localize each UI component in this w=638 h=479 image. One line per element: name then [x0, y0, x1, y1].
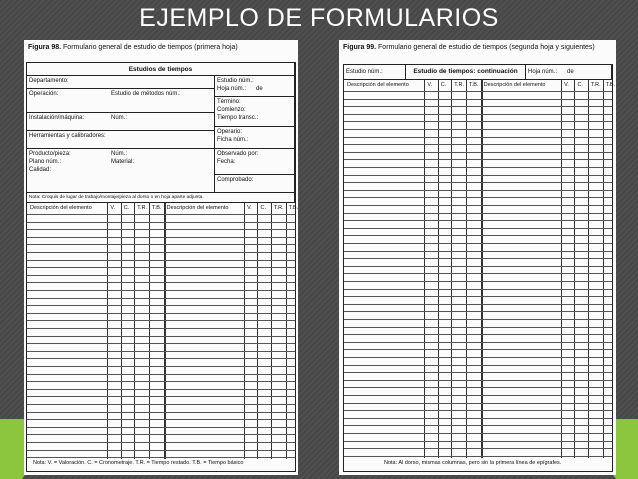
operario-field: [215, 127, 295, 149]
table-row-line: [344, 349, 612, 350]
table-row-line: [27, 381, 295, 382]
table-row-line: [344, 175, 612, 176]
table-row-line: [27, 313, 295, 314]
fecha-label: Fecha:: [217, 159, 236, 165]
column-header: T.R.: [273, 205, 284, 211]
estudio-metodos-label: Estudio de métodos núm.:: [111, 91, 181, 97]
form-frame: [343, 64, 616, 472]
column-header: C.: [577, 82, 583, 88]
table-row-line: [344, 425, 612, 426]
table-row-line: [344, 213, 612, 214]
table-row-line: [27, 419, 295, 420]
material-label: Material:: [111, 159, 135, 165]
producto-field: [27, 149, 215, 193]
instalacion-label: Instalación/máquina:: [29, 115, 85, 121]
table-row-line: [27, 282, 295, 283]
column-divider: [134, 203, 135, 459]
table-row-line: [344, 281, 612, 282]
form-frame: [26, 62, 299, 472]
column-header: V.: [427, 82, 433, 88]
figure-title: Formulario general de estudio de tiempos (segunda hoja y siguientes): [378, 44, 595, 51]
table-row-line: [344, 228, 612, 229]
table-row-line: [27, 343, 295, 344]
table-row-line: [27, 412, 295, 413]
table-row-line: [344, 205, 612, 206]
figure-title: Formulario general de estudio de tiempos (primera hoja): [63, 44, 238, 51]
hoja-num-row: [217, 85, 292, 93]
observado-field: [215, 149, 295, 175]
figure-caption: [28, 44, 238, 51]
table-row-line: [344, 258, 612, 259]
table-row-line: [27, 457, 295, 458]
time-study-form-continuation-sheet: [339, 40, 616, 475]
table-row-line: [344, 395, 612, 396]
table-row-line: [27, 450, 295, 451]
table-row-line: [344, 182, 612, 183]
column-header: T.B.: [468, 82, 479, 88]
sketch-note: Nota: Croquis de lugar de trabajo/montaje/pieza al dorso o en hoja aparte adjunta.: [27, 193, 295, 203]
footer-note: Nota: Al dorso, mismas columnas, pero sin la primera línea de epígrafes.: [384, 460, 562, 466]
observado-label: Observado por:: [217, 151, 259, 157]
table-row-line: [27, 358, 295, 359]
column-header: T.R.: [137, 205, 147, 211]
table-row-line: [344, 433, 612, 434]
de-label: de: [567, 69, 574, 75]
table-row-line: [27, 305, 295, 306]
table-row-line: [27, 222, 295, 223]
column-divider: [149, 203, 150, 459]
figure-label: Figura 98.: [28, 44, 62, 51]
form-header-title: Estudio de tiempos: continuación: [406, 65, 526, 80]
table-row-line: [27, 374, 295, 375]
column-header: V.: [564, 82, 569, 88]
ficha-num-label: Ficha núm.:: [217, 137, 249, 143]
comprobado-field: Comprobado:: [215, 175, 295, 193]
table-row-line: [27, 237, 295, 238]
table-row-line: [27, 442, 295, 443]
table-row-line: [344, 456, 612, 457]
table-row-line: [344, 380, 612, 381]
table-row-line: [344, 441, 612, 442]
hoja-num-label: Hoja núm.:: [528, 69, 558, 75]
table-row-line: [27, 214, 295, 215]
column-divider: [107, 203, 108, 459]
column-divider: [121, 203, 122, 459]
column-divider: [164, 203, 166, 459]
table-row-line: [344, 266, 612, 267]
estudio-num-field: Estudio núm.:: [344, 65, 406, 80]
table-row-line: [344, 296, 612, 297]
column-divider: [257, 203, 258, 459]
table-row-line: [344, 334, 612, 335]
table-row-line: [27, 427, 295, 428]
table-row-line: [27, 275, 295, 276]
table-row-line: [344, 190, 612, 191]
column-header: T.R.: [590, 82, 601, 88]
instalacion-num-label: Núm.:: [111, 115, 128, 121]
table-row-line: [344, 144, 612, 145]
table-row-line: [344, 403, 612, 404]
table-row-line: [27, 229, 295, 230]
termino-label: Término:: [217, 99, 241, 105]
table-row-line: [344, 243, 612, 244]
instalacion-field: [27, 113, 215, 131]
column-header: C.: [260, 205, 266, 211]
table-row-line: [344, 357, 612, 358]
table-row-line: [27, 290, 295, 291]
table-row-line: [27, 396, 295, 397]
table-row-line: [344, 251, 612, 252]
column-divider: [244, 203, 245, 459]
table-row-line: [27, 267, 295, 268]
footer-note: Nota: V. = Valoración. C. = Cronometraje. T.R. = Tiempo restado. T.B. = Tiempo básico: [33, 460, 244, 466]
column-header: T.B.: [288, 205, 299, 211]
column-divider: [271, 203, 272, 459]
table-row-line: [344, 152, 612, 153]
table-row-line: [344, 220, 612, 221]
table-row-line: [344, 197, 612, 198]
table-row-line: [344, 372, 612, 373]
plano-label: Plano núm.:: [29, 159, 62, 165]
hoja-num-field: [526, 65, 612, 80]
column-header: C.: [123, 205, 130, 211]
table-row-line: [344, 273, 612, 274]
column-header: T.B.: [605, 82, 616, 88]
table-row-line: [344, 418, 612, 419]
table-row-line: [27, 336, 295, 337]
estudio-num-label: Estudio núm.:: [217, 78, 254, 84]
elements-table: [27, 203, 299, 459]
elements-table: [344, 80, 616, 458]
producto-num-label: Núm.:: [111, 151, 128, 157]
table-row-line: [344, 106, 612, 107]
table-row-line: [344, 99, 612, 100]
estudio-hoja-field: [215, 76, 295, 97]
column-header: Descripción del elemento: [166, 205, 229, 211]
table-row-line: [344, 327, 612, 328]
herramientas-field: Herramientas y calibradores:: [27, 131, 215, 149]
table-row-line: [344, 304, 612, 305]
operacion-label: Operación:: [29, 91, 59, 97]
column-header: T.B.: [151, 205, 162, 211]
departamento-field: Departamento:: [27, 76, 215, 89]
table-row-line: [27, 351, 295, 352]
table-row-line: [344, 91, 612, 92]
table-row-line: [27, 244, 295, 245]
column-header: C.: [440, 82, 447, 88]
operacion-field: [27, 89, 215, 113]
table-row-line: [27, 434, 295, 435]
table-row-line: [27, 260, 295, 261]
column-header: V.: [110, 205, 116, 211]
column-header: Descripción del elemento: [347, 82, 409, 88]
column-divider: [286, 203, 287, 459]
tiempo-transc-label: Tiempo transc.:: [217, 115, 259, 121]
figure-caption: [343, 44, 595, 51]
de-label: de: [256, 86, 263, 92]
table-row-line: [344, 235, 612, 236]
table-row-line: [344, 319, 612, 320]
column-header: Descripción del elemento: [30, 205, 92, 211]
table-row-line: [344, 387, 612, 388]
table-row-line: [344, 114, 612, 115]
table-row-line: [27, 404, 295, 405]
table-row-line: [344, 121, 612, 122]
comienzo-label: Comienzo:: [217, 107, 246, 113]
table-row-line: [27, 366, 295, 367]
table-row-line: [344, 129, 612, 130]
form-header-title: Estudios de tiempos: [27, 63, 295, 76]
calidad-label: Calidad:: [29, 167, 52, 173]
table-row-line: [27, 389, 295, 390]
table-row-line: [344, 342, 612, 343]
operario-label: Operario:: [217, 129, 243, 135]
time-study-form-first-sheet: [24, 40, 298, 475]
column-header: Descripción del elemento: [483, 82, 546, 88]
slide-title: EJEMPLO DE FORMULARIOS: [139, 4, 499, 32]
table-row-line: [27, 328, 295, 329]
column-header: T.R.: [454, 82, 464, 88]
table-row-line: [27, 298, 295, 299]
table-row-line: [344, 159, 612, 160]
table-row-line: [344, 289, 612, 290]
table-row-line: [344, 448, 612, 449]
column-header: V.: [247, 205, 252, 211]
producto-label: Producto/pieza:: [29, 151, 71, 157]
figure-label: Figura 99.: [343, 44, 377, 51]
table-row-line: [27, 320, 295, 321]
table-row-line: [344, 137, 612, 138]
hoja-num-label: Hoja núm.:: [217, 86, 247, 92]
table-row-line: [344, 410, 612, 411]
table-row-line: [344, 365, 612, 366]
tiempos-field: [215, 97, 295, 127]
table-row-line: [344, 311, 612, 312]
table-row-line: [27, 252, 295, 253]
table-row-line: [344, 167, 612, 168]
